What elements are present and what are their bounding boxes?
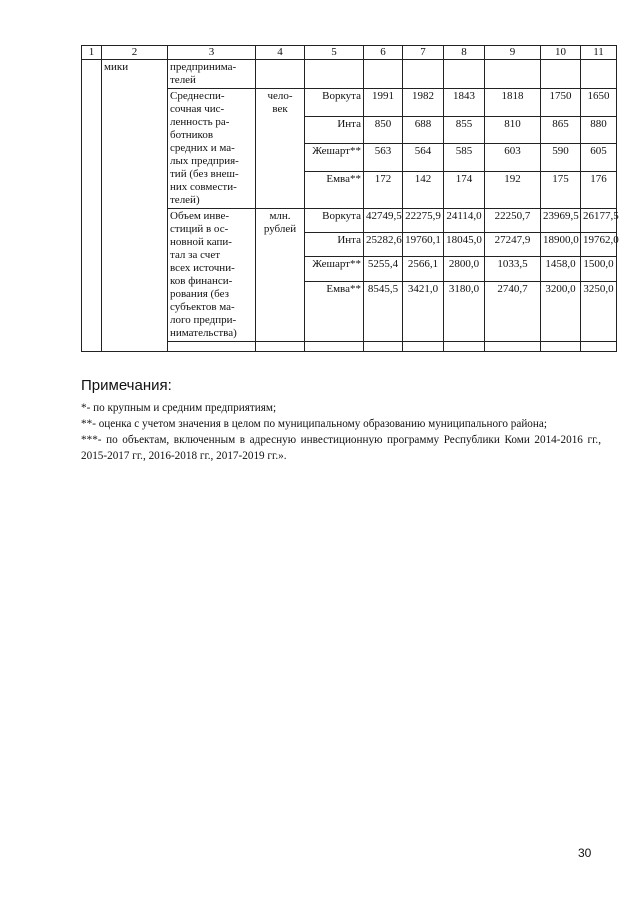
value-cell: 1818 — [485, 89, 541, 117]
note-item: **- оценка с учетом значения в целом по муниципальному образованию муниципального района; — [81, 418, 547, 430]
region-cell: Емва** — [305, 172, 364, 209]
table-cell — [541, 342, 581, 352]
value-cell: 18900,0 — [541, 233, 581, 257]
value-cell: 1458,0 — [541, 257, 581, 281]
page-number: 30 — [578, 846, 592, 860]
table-header-row — [82, 46, 617, 60]
value-cell: 855 — [444, 116, 485, 144]
value-cell: 1650 — [581, 89, 617, 117]
value-cell: 19762,0 — [581, 233, 617, 257]
value-cell: 865 — [541, 116, 581, 144]
table-cell — [305, 342, 364, 352]
value-cell: 42749,5 — [364, 209, 403, 233]
value-cell: 1843 — [444, 89, 485, 117]
table-cell — [364, 60, 403, 89]
table-cell — [485, 342, 541, 352]
value-cell: 27247,9 — [485, 233, 541, 257]
note-item: ***- по объектам, включенным в адресную инвестиционную программу Республики Коми 2014-2016 гг., 2015-2017 гг., 2016-2018 гг., 2017-2019 гг.». — [81, 434, 601, 462]
value-cell: 3250,0 — [581, 281, 617, 341]
table-cell: предпринима- телей — [168, 60, 256, 89]
value-cell: 176 — [581, 172, 617, 209]
value-cell: 8545,5 — [364, 281, 403, 341]
table-cell — [485, 60, 541, 89]
table-cell — [305, 60, 364, 89]
column-header: 2 — [102, 46, 168, 60]
table-cell — [364, 342, 403, 352]
value-cell: 174 — [444, 172, 485, 209]
region-cell: Воркута — [305, 209, 364, 233]
value-cell: 172 — [364, 172, 403, 209]
notes-section — [81, 377, 601, 464]
table-cell — [256, 60, 305, 89]
value-cell: 1991 — [364, 89, 403, 117]
column-header: 6 — [364, 46, 403, 60]
value-cell: 1033,5 — [485, 257, 541, 281]
column-header: 4 — [256, 46, 305, 60]
data-table — [81, 45, 617, 352]
value-cell: 5255,4 — [364, 257, 403, 281]
value-cell: 1750 — [541, 89, 581, 117]
column-header: 11 — [581, 46, 617, 60]
table-cell — [541, 60, 581, 89]
value-cell: 603 — [485, 144, 541, 172]
region-cell: Инта — [305, 233, 364, 257]
value-cell: 24114,0 — [444, 209, 485, 233]
column-header: 3 — [168, 46, 256, 60]
region-cell: Инта — [305, 116, 364, 144]
region-cell: Воркута — [305, 89, 364, 117]
value-cell: 688 — [403, 116, 444, 144]
value-cell: 1982 — [403, 89, 444, 117]
value-cell: 1500,0 — [581, 257, 617, 281]
value-cell: 26177,5 — [581, 209, 617, 233]
value-cell: 3180,0 — [444, 281, 485, 341]
value-cell: 22250,7 — [485, 209, 541, 233]
value-cell: 18045,0 — [444, 233, 485, 257]
value-cell: 880 — [581, 116, 617, 144]
indicator-cell: Среднеспи- сочная чис- ленность ра- ботников средних и ма- лых предприя- тий (без внеш- них совмести- телей) — [168, 89, 256, 209]
value-cell: 590 — [541, 144, 581, 172]
value-cell: 25282,6 — [364, 233, 403, 257]
column-header: 8 — [444, 46, 485, 60]
region-cell: Жешарт** — [305, 257, 364, 281]
table-cell — [168, 342, 256, 352]
value-cell: 175 — [541, 172, 581, 209]
table-cell — [82, 60, 102, 352]
column-header: 7 — [403, 46, 444, 60]
value-cell: 3421,0 — [403, 281, 444, 341]
value-cell: 810 — [485, 116, 541, 144]
column-header: 5 — [305, 46, 364, 60]
table-cell — [444, 342, 485, 352]
unit-cell: чело- век — [256, 89, 305, 209]
table-cell: мики — [102, 60, 168, 352]
table-row — [82, 60, 617, 89]
column-header: 10 — [541, 46, 581, 60]
value-cell: 23969,5 — [541, 209, 581, 233]
value-cell: 563 — [364, 144, 403, 172]
value-cell: 2566,1 — [403, 257, 444, 281]
indicator-cell: Объем инве- стиций в ос- новной капи- тал за счет всех источни- ков финанси- рования (без субъектов ма- лого предпри- нимательства) — [168, 209, 256, 342]
column-header: 9 — [485, 46, 541, 60]
value-cell: 142 — [403, 172, 444, 209]
table-cell — [256, 342, 305, 352]
value-cell: 2740,7 — [485, 281, 541, 341]
region-cell: Жешарт** — [305, 144, 364, 172]
value-cell: 564 — [403, 144, 444, 172]
column-header: 1 — [82, 46, 102, 60]
table-cell — [403, 60, 444, 89]
table-cell — [581, 60, 617, 89]
value-cell: 2800,0 — [444, 257, 485, 281]
value-cell: 19760,1 — [403, 233, 444, 257]
notes-title: Примечания: — [81, 377, 172, 394]
value-cell: 192 — [485, 172, 541, 209]
value-cell: 22275,9 — [403, 209, 444, 233]
region-cell: Емва** — [305, 281, 364, 341]
table-cell — [444, 60, 485, 89]
table-cell — [403, 342, 444, 352]
unit-cell: млн. рублей — [256, 209, 305, 342]
table-cell — [581, 342, 617, 352]
value-cell: 585 — [444, 144, 485, 172]
value-cell: 605 — [581, 144, 617, 172]
value-cell: 850 — [364, 116, 403, 144]
note-item: *- по крупным и средним предприятиям; — [81, 402, 277, 414]
value-cell: 3200,0 — [541, 281, 581, 341]
